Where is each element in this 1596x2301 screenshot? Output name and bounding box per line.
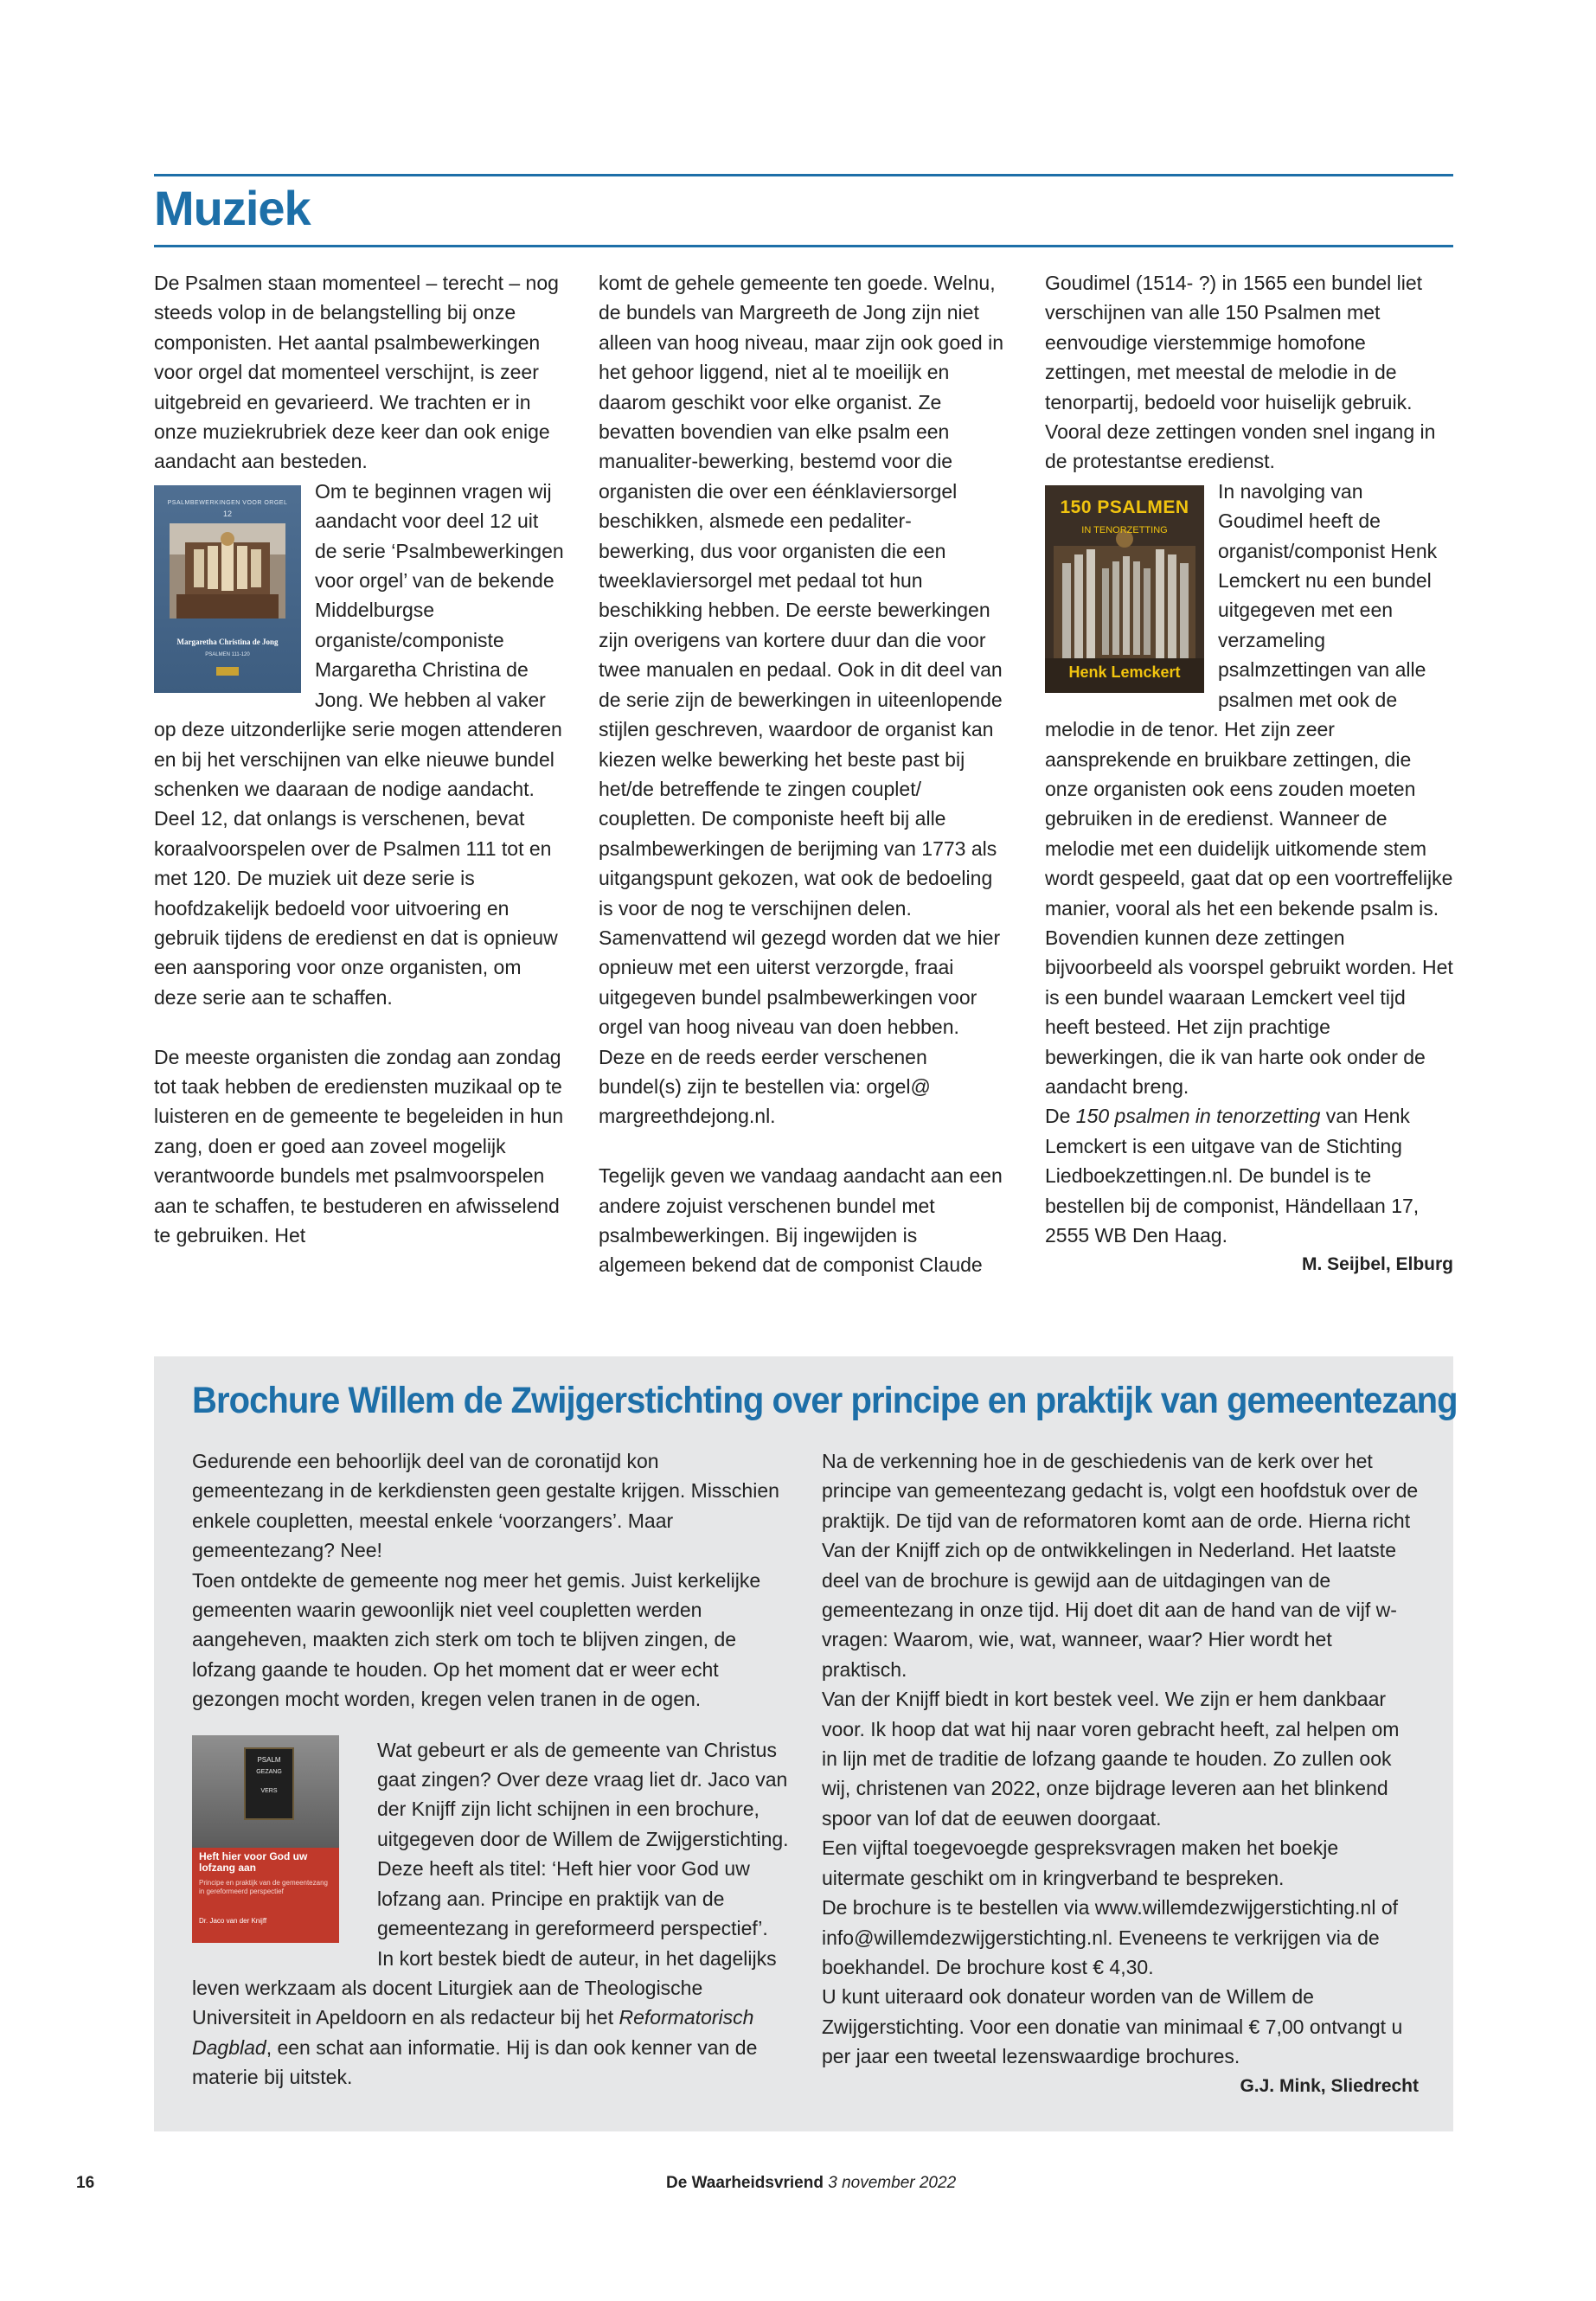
article1-paragraph: komt de gehele gemeente ten goede. Welnu, de bundels van Margreeth de Jong zijn niet alleen van hoog niveau, maar zijn ook goed in het gehoor liggend, niet al te moeilijk en daarom geschikt voor elke organist. Ze bevatten bovendien van elke psalm een manualiter-bewerking, bestemd voor die organisten die over een éénklaviersorgel beschikken, alsmede een pedaliter-bewerking, dus voor organisten die een tweeklaviersorgel met pedaal tot hun beschikking hebben. De eerste bewerkingen zijn overigens van kortere duur dan die voor twee manualen en pedaal. Ook in dit deel van de serie zijn de bewerkingen in uiteenlopende stijlen geschreven, waardoor de organist kan kiezen welke bewerking het beste past bij het/de betreffende te zingen couplet/ coupletten. De componiste heeft bij alle psalmbewerkingen de berijming van 1773 als uitgangspunt gekozen, wat ook de bedoeling is voor de nog te verschijnen delen. Samenvattend wil gezegd worden dat we hier opnieuw met een uiterst verzorgde, fraai uitgegeven bundel psalmbewerkingen voor orgel van hoog niveau van doen hebben. — [599, 272, 1003, 1039]
article2-paragraph: Van der Knijff biedt in kort bestek veel. We zijn er hem dankbaar voor. Ik hoop dat wat hij naar voren gebracht heeft, zal helpen om in lijn met de traditie de lofzang gaande te houden. Zo zullen ook wij, christenen van 2022, onze bijdrage leveren aan het blinkend spoor van lof dat de eeuwen doorgaat. — [822, 1688, 1400, 1830]
article2-paragraph: De brochure is te bestellen via www.willemdezwijgerstichting.nl of info@willemdezwijgerstichting.nl. Eveneens te verkrijgen via de boekhandel. De brochure kost € 4,30. — [822, 1896, 1399, 1978]
cover3-title: Heft hier voor God uw lofzang aan — [199, 1849, 308, 1874]
hymn-board — [244, 1747, 294, 1820]
publication-line — [666, 2174, 956, 2193]
page-number: 16 — [76, 2174, 95, 2192]
publication-name: De Waarheidsvriend — [666, 2174, 824, 2192]
board-line-1: PSALM — [257, 1755, 281, 1764]
article1-paragraph: Tegelijk geven we vandaag aandacht aan een andere zojuist verschenen bundel met psalmbewerkingen. Bij ingewijden is algemeen bekend dat de componist Claude — [599, 1164, 1003, 1277]
brochure-title: Brochure Willem de Zwijgerstichting over principe en praktijk van gemeentezang — [192, 1380, 1458, 1421]
article2-column-2 — [822, 1446, 1419, 2101]
cover2-author: Henk Lemckert — [1068, 663, 1181, 681]
title-rule — [154, 245, 1453, 247]
cover1-top-text: PSALMBEWERKINGEN VOOR ORGEL — [167, 499, 288, 506]
cover1-publisher-logo — [216, 667, 239, 676]
article1-paragraph: De 150 psalmen in tenorzetting van Henk Lemckert is een uitgave van de Stichting Liedboekzettingen.nl. De bundel is te bestellen bij de componist, Händellaan 17, 2555 WB Den Haag. — [1045, 1105, 1420, 1247]
article1-column-3 — [1045, 268, 1453, 1280]
section-title: Muziek — [154, 181, 311, 235]
article2-paragraph: U kunt uiteraard ook donateur worden van de Willem de Zwijgerstichting. Voor een donatie van minimaal € 7,00 ontvangt u per jaar een tweetal lezenswaardige brochures. — [822, 1985, 1403, 2068]
article2-paragraph: Toen ontdekte de gemeente nog meer het gemis. Juist kerkelijke gemeenten waarin gewoonlijk niet veel coupletten werden aangeheven, maakten zich sterk om toch te blijven zingen, de lofzang gaande te houden. Op het moment dat er weer echt gezongen mocht worden, kregen velen tranen in de ogen. — [192, 1568, 761, 1711]
article1-paragraph: Goudimel (1514- ?) in 1565 een bundel liet verschijnen van alle 150 Psalmen met eenvoudige vierstemmige homofone zettingen, met meestal de melodie in de tenorpartij, bedoeld voor huiselijk gebruik. Vooral deze zettingen vonden snel ingang in de protestantse eredienst. — [1045, 272, 1436, 473]
board-line-2: GEZANG — [256, 1768, 282, 1775]
article1-paragraph: In navolging van Goudimel heeft de organist/componist Henk Lemckert nu een bundel uitgegeven met een verzameling psalmzettingen van alle psalmen met ook de melodie in de tenor. Het zijn zeer aansprekende en bruikbare zettingen, die onze organisten ook eens zouden moeten gebruiken in de eredienst. Wanneer de melodie met een duidelijk uitkomende stem wordt gespeeld, gaat dat op een voortreffelijke manier, vooral als het een bekende psalm is. Bovendien kunnen deze zettingen bijvoorbeeld als voorspel gebruikt worden. Het is een bundel waaraan Lemckert veel tijd heeft besteed. Het zijn prachtige bewerkingen, die ik van harte ook onder de aandacht breng. — [1045, 479, 1453, 1098]
article2-paragraph: Gedurende een behoorlijk deel van de coronatijd kon gemeentezang in de kerkdiensten geen gestalte krijgen. Misschien enkele coupletten, meestal enkele ‘voorzangers’. Maar gemeentezang? Nee! — [192, 1450, 779, 1562]
cover-150-psalmen — [1045, 485, 1204, 693]
book-title-italic: 150 psalmen in tenorzetting — [1075, 1105, 1321, 1128]
cover3-subtitle: Principe en praktijk van de gemeentezang in gereformeerd perspectief — [199, 1878, 328, 1895]
article1-paragraph: De Psalmen staan momenteel – terecht – nog steeds volop in de belangstelling bij onze componisten. Het aantal psalmbewerkingen voor orgel dat momenteel verschijnt, is zeer uitgebreid en gevarieerd. We trachten er in onze muziekrubriek deze keer dan ook enige aandacht aan besteden. — [154, 272, 559, 473]
cover2-subtitle: IN TENORZETTING — [1081, 524, 1168, 535]
article1-column-2 — [599, 268, 1003, 1280]
article1-paragraph: Deel 12, dat onlangs is verschenen, bevat koraalvoorspelen over de Psalmen 111 tot en met 120. De muziek uit deze serie is hoofdzakelijk bedoeld voor uitvoering en gebruik tijdens de eredienst en dat is opnieuw een aansporing voor onze organisten, om deze serie aan te schaffen. — [154, 807, 558, 1009]
article1-paragraph: De meeste organisten die zondag aan zondag tot taak hebben de erediensten muzikaal op te luisteren en de gemeente te begeleiden in hun zang, doen er goed aan zoveel mogelijk verantwoorde bundels met psalmvoorspelen aan te schaffen, te bestuderen en afwisselend te gebruiken. Het — [154, 1045, 564, 1247]
organ-image — [170, 523, 285, 619]
cover2-title: 150 PSALMEN — [1060, 497, 1189, 517]
cover1-author: Margaretha Christina de Jong — [176, 637, 279, 646]
cover3-author: Dr. Jaco van der Knijff — [199, 1916, 267, 1925]
article2-signature: G.J. Mink, Sliedrecht — [1240, 2075, 1419, 2096]
cover1-number: 12 — [222, 509, 232, 518]
article2-column-1 — [192, 1446, 789, 2093]
cover-psalmbewerkingen-12 — [154, 485, 301, 693]
board-line-3: VERS — [260, 1787, 278, 1794]
article1-paragraph: Om te beginnen vragen wij aandacht voor deel 12 uit de serie ‘Psalmbewerkingen voor orgel’ van de bekende Middelburgse organiste/componiste Margaretha Christina de Jong. We hebben al vaker op deze uitzonderlijke serie mogen attenderen en bij het verschijnen van elke nieuwe bundel schenken we daaraan de nodige aandacht. — [154, 479, 564, 800]
newspaper-title-italic: Reformatorisch Dagblad — [192, 2006, 754, 2059]
publication-date: 3 november 2022 — [828, 2174, 957, 2192]
article1-signature: M. Seijbel, Elburg — [1301, 1254, 1453, 1275]
cover-heft-hier-voor-god — [192, 1735, 339, 1943]
article2-paragraph: Een vijftal toegevoegde gespreksvragen maken het boekje uitermate geschikt om in kringverband te bespreken. — [822, 1836, 1339, 1889]
article1-paragraph: Deze en de reeds eerder verschenen bundel(s) zijn te bestellen via: orgel@ margreethdejong.nl. — [599, 1045, 931, 1128]
cover1-subtitle: PSALMEN 111-120 — [205, 651, 250, 657]
article2-paragraph: Na de verkenning hoe in de geschiedenis van de kerk over het principe van gemeentezang gedacht is, volgt een hoofdstuk over de praktijk. De tijd van de reformatoren komt aan de orde. Hierna richt Van der Knijff zich op de ontwikkelingen in Nederland. Het laatste deel van de brochure is gewijd aan de uitdagingen van de gemeentezang in onze tijd. Hij doet dit aan de hand van de vijf w-vragen: Waarom, wie, wat, wanneer, waar? Hier wordt het praktisch. — [822, 1450, 1419, 1681]
article1-column-1 — [154, 268, 565, 1250]
top-rule — [154, 174, 1453, 176]
article2-paragraph: Wat gebeurt er als de gemeente van Christus gaat zingen? Over deze vraag liet dr. Jaco van der Knijff zijn licht schijnen in een brochure, uitgegeven door de Willem de Zwijgerstichting. Deze heeft als titel: ‘Heft hier voor God uw lofzang aan. Principe en praktijk van de gemeentezang in gereformeerd perspectief’. In kort bestek biedt de auteur, in het dagelijks leven werkzaam als docent Liturgiek aan de Theologische Universiteit in Apeldoorn en als redacteur bij het Reformatorisch Dagblad, een schat aan informatie. Hij is dan ook kenner van de materie bij uitstek. — [192, 1738, 789, 2089]
